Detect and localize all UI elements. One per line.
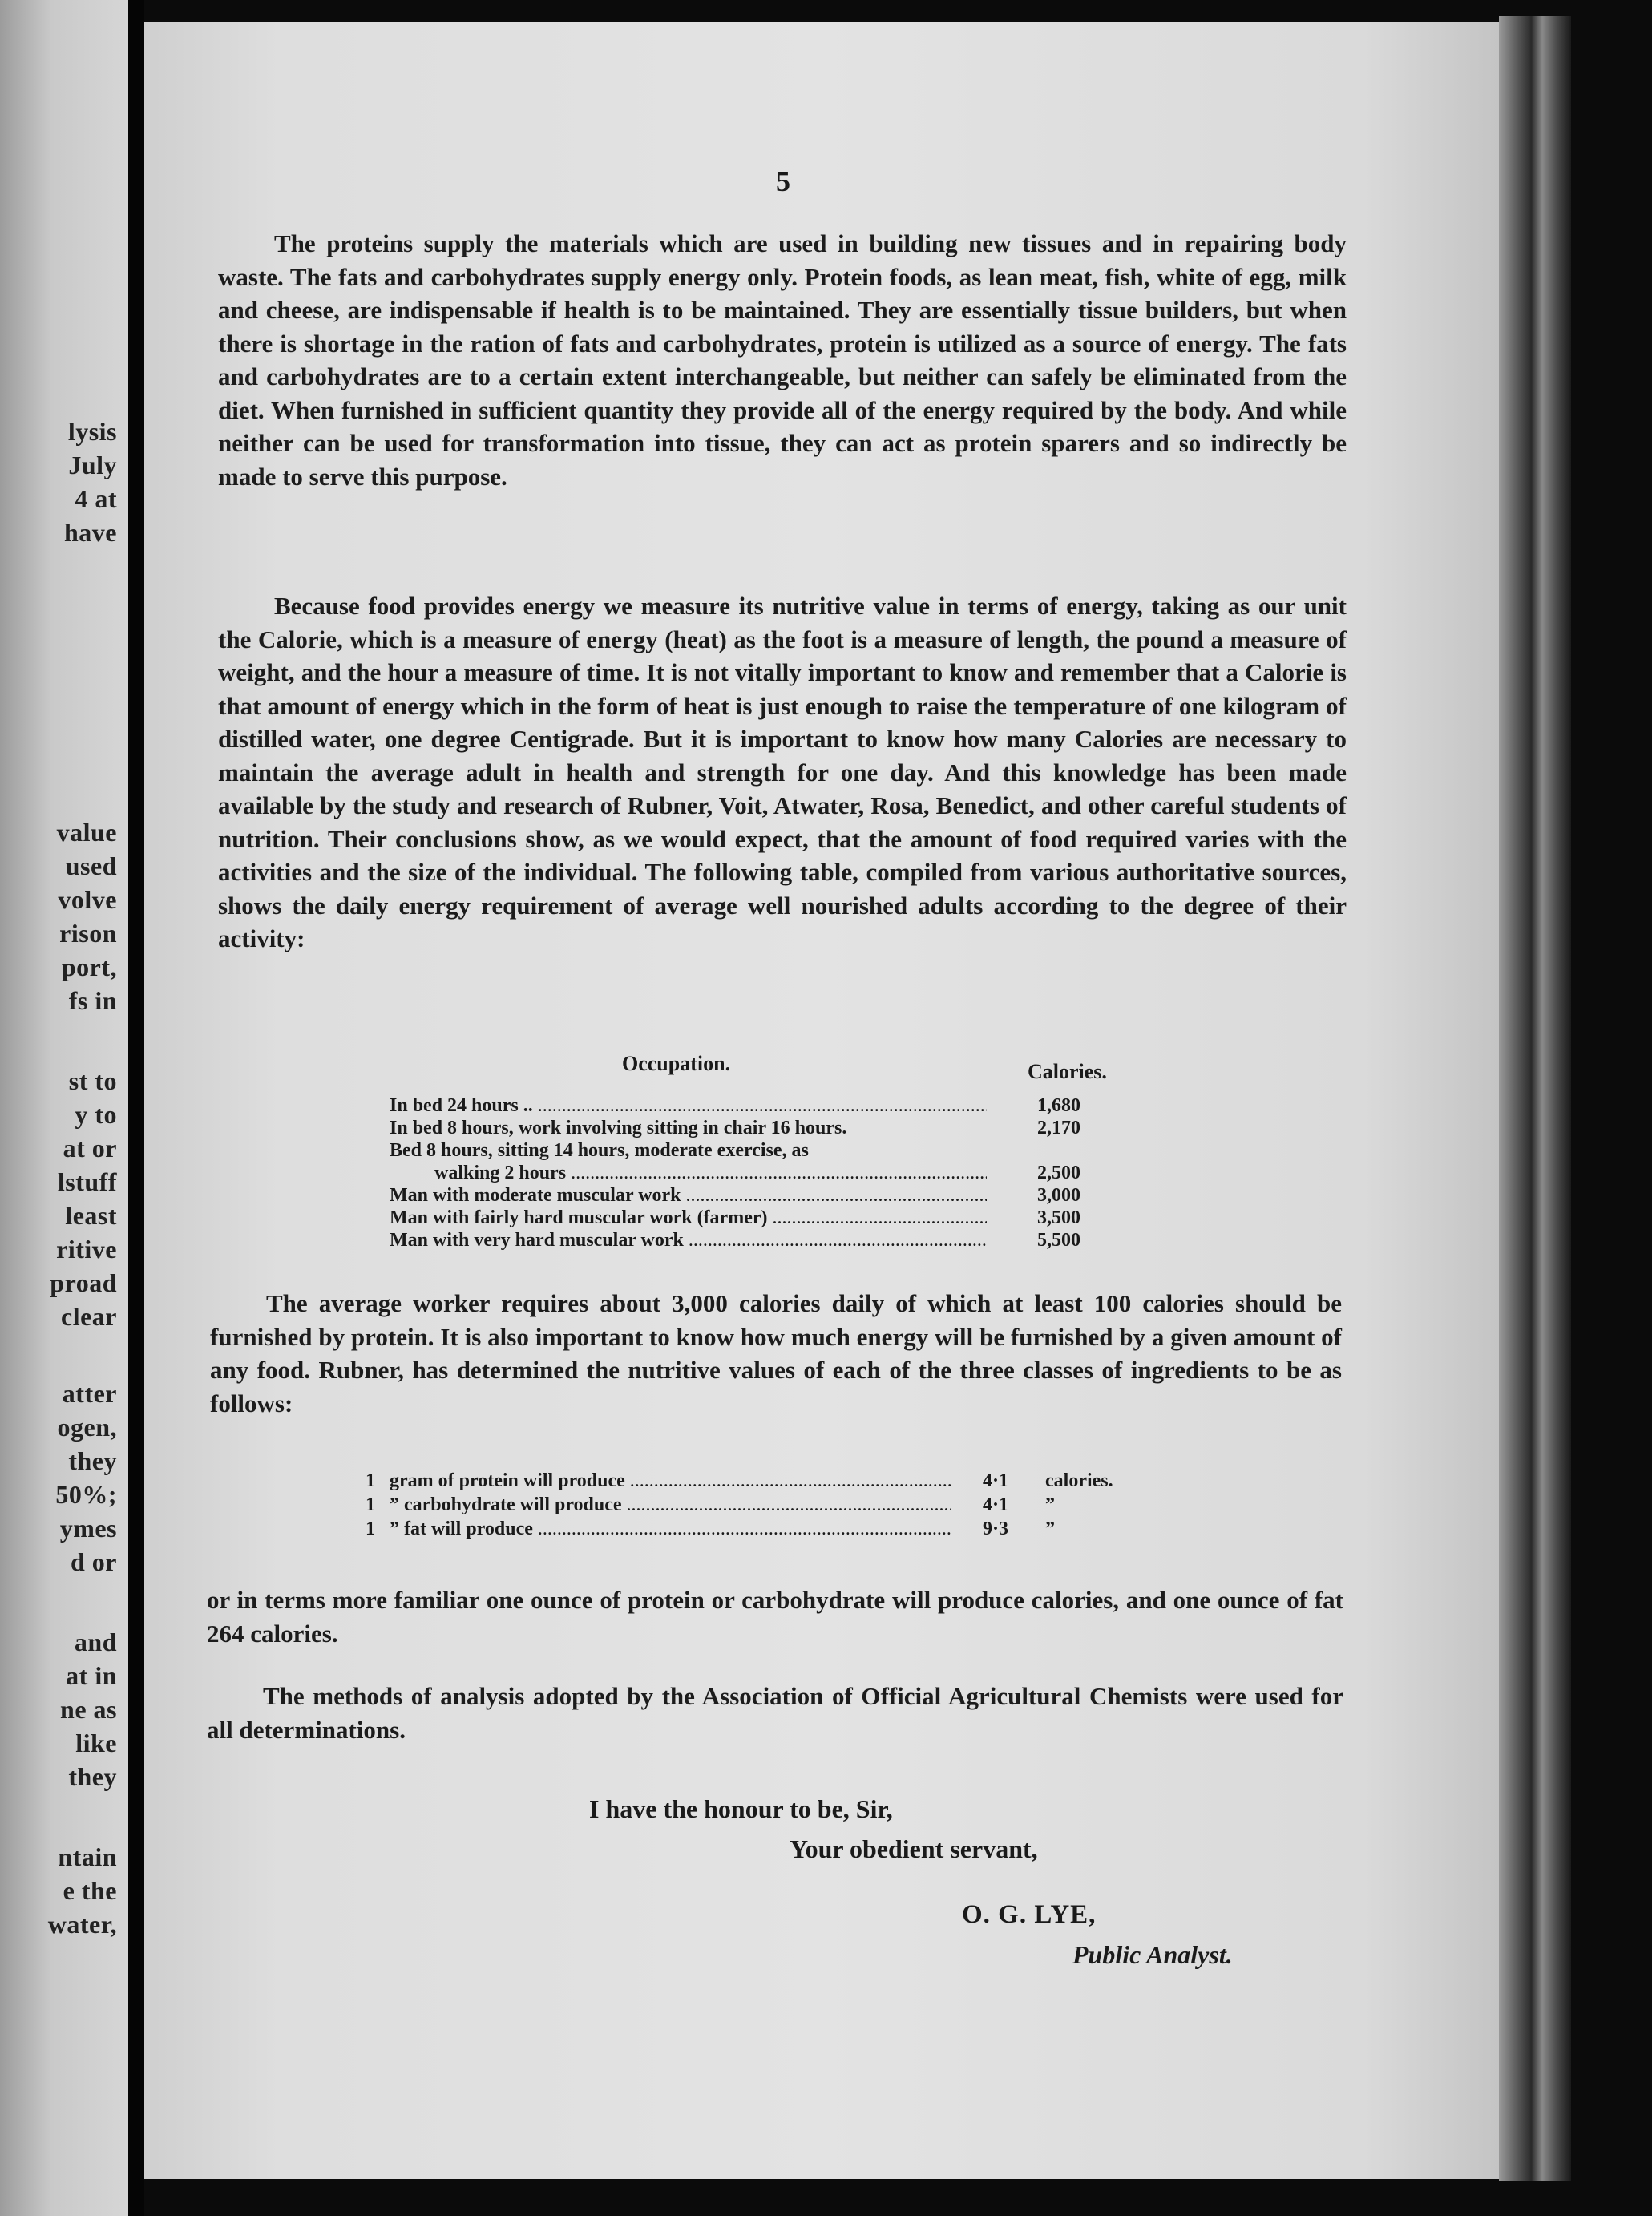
paragraph-calorie: Because food provides energy we measure its nutritive value in terms of energy, taking as our unit the Calorie, which is a measure of energy (heat) as the foot is a measure of length, the pound a measure of weight, and the hour a measure of time. It is not vitally important to know and remember that a Calorie is that amount of energy which in the form of heat is just enough to raise the temperature of one kilogram of distilled water, one degree Centigrade. But it is important to know how many Calories are necessary to maintain the average adult in health and strength for one day. And this knowledge has been made available by the study and research of Rubner, Voit, Atwater, Rosa, Benedict, and other careful students of nutrition. Their conclusions show, as we would expect, that the amount of food required varies with the activities and the size of the individual. The following table, compiled from various authoritative sources, shows the daily energy requirement of average well nourished adults according to the degree of their activity: xyxy=(218,592,1347,952)
paragraph-ounce: or in terms more familiar one ounce of protein or carbohydrate will produce calories, and one ounce of fat 264 calories. xyxy=(207,1586,1343,1648)
fragment-text: y to xyxy=(75,1100,117,1129)
fragment-text: proad xyxy=(50,1268,117,1297)
fragment-text: like xyxy=(75,1729,117,1757)
fragment-text: they xyxy=(68,1762,117,1791)
fragment-text: atter xyxy=(62,1379,117,1408)
fragment-text: they xyxy=(68,1446,117,1475)
paragraph-proteins: The proteins supply the materials which are used in building new tissues and in repairing body waste. The fats and carbohydrates supply energy only. Protein foods, as lean meat, fish, white of egg, milk and cheese, are indispensable if health is to be maintained. They are essentially tissue builders, but when there is shortage in the ration of fats and carbohydrates, protein is utilized as a source of energy. The fats and carbohydrates are to a certain extent interchangeable, but neither can safely be eliminated from the diet. When furnished in sufficient quantity they provide all of the energy required by the body. And while neither can be used for transformation into tissue, they can act as protein sparers and so indirectly be made to serve this purpose. xyxy=(218,229,1347,491)
fragment-text: July xyxy=(68,451,117,479)
fragment-text: fs in xyxy=(68,986,117,1015)
table-row: Bed 8 hours, sitting 14 hours, moderate exercise, as xyxy=(390,1140,809,1161)
fragment-text: and xyxy=(74,1628,117,1656)
fragment-text: 50%; xyxy=(55,1480,117,1509)
fragment-text: ntain xyxy=(58,1842,117,1871)
fragment-text: least xyxy=(65,1201,117,1230)
fragment-text: rison xyxy=(59,919,117,948)
fragment-text: st to xyxy=(68,1066,117,1095)
signature-name: O. G. LYE, xyxy=(962,1900,1097,1929)
fragment-text: lysis xyxy=(67,417,117,446)
signature-title: Public Analyst. xyxy=(1072,1940,1233,1969)
fragment-text: have xyxy=(64,518,117,547)
fragment-text: port, xyxy=(61,952,117,981)
table-row: Man with moderate muscular work ..... 3,000 xyxy=(390,1184,987,1212)
page-stack-edge xyxy=(1499,16,1571,2181)
previous-page-edge xyxy=(0,0,128,2216)
paragraph-methods: The methods of analysis adopted by the Association of Official Agricultural Chemists were used for all determinations. xyxy=(207,1682,1343,1744)
page-number: 5 xyxy=(776,165,790,197)
table-row: In bed 8 hours, work involving sitting in chair 16 hours. 2,170 xyxy=(390,1118,1080,1138)
fragment-text: at in xyxy=(66,1661,117,1690)
fragment-text: lstuff xyxy=(57,1167,117,1196)
fragment-text: volve xyxy=(58,885,117,914)
table-row: Man with fairly hard muscular work (farmer) ..... 3,500 xyxy=(390,1207,987,1235)
table-row: walking 2 hours ..... 2,500 xyxy=(434,1162,987,1190)
fragment-text: d or xyxy=(71,1547,117,1576)
paragraph-average-worker: The average worker requires about 3,000 calories daily of which at least 100 calories should be furnished by protein. It is also important to know how much energy will be furnished by a given amount of any food. Rubner, has determined the nutritive values of each of the three classes of ingredients to be as follows: xyxy=(210,1289,1342,1417)
table-row: Man with very hard muscular work ..... 5,500 xyxy=(390,1229,987,1257)
fragment-text: value xyxy=(56,818,117,847)
occupation-column-header: Occupation. xyxy=(622,1052,731,1075)
fragment-text: used xyxy=(65,851,117,880)
fragment-text: ymes xyxy=(59,1514,117,1543)
fragment-text: at or xyxy=(63,1134,117,1163)
fragment-text: 4 at xyxy=(75,484,117,513)
calories-column-header: Calories. xyxy=(1028,1060,1107,1083)
closing-line: Your obedient servant, xyxy=(790,1834,1038,1863)
book-gutter xyxy=(128,0,144,2216)
fragment-text: water, xyxy=(47,1910,117,1939)
table-row: In bed 24 hours .. ..... 1,680 xyxy=(390,1094,987,1122)
fragment-text: ogen, xyxy=(57,1413,117,1442)
fragment-text: ritive xyxy=(56,1235,117,1264)
fragment-text: e the xyxy=(63,1876,117,1905)
fragment-text: ne as xyxy=(60,1695,117,1724)
closing-line: I have the honour to be, Sir, xyxy=(589,1794,893,1823)
fragment-text: clear xyxy=(61,1302,117,1331)
